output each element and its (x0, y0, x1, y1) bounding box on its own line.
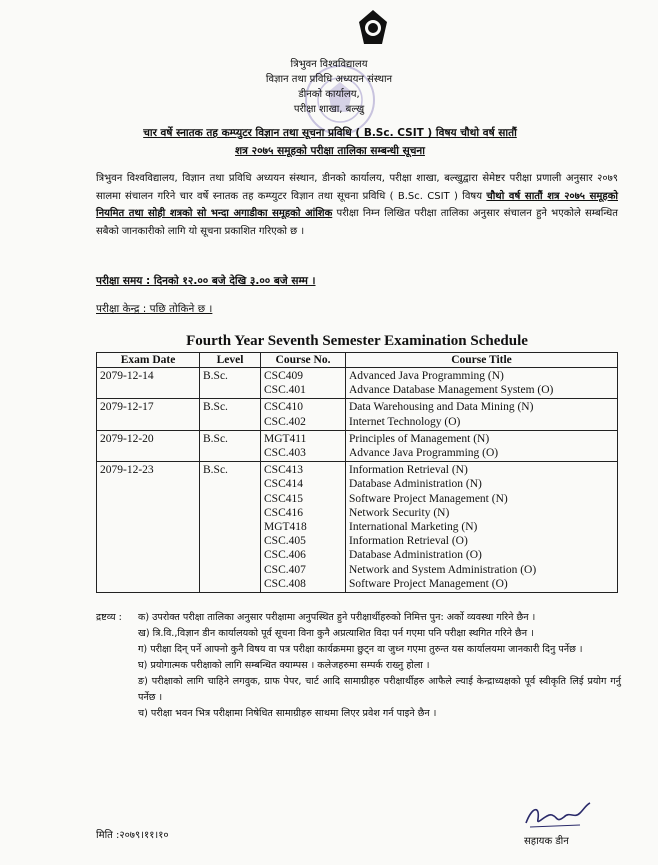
notice-text-start: त्रिभुवन विश्वविद्यालय, विज्ञान तथा प्रविधि अध्ययन संस्थान, डीनको कार्यालय, परीक्षा शाखा, बल्खुद्वारा सेमेष्टर परीक्षा प्रणाली अनुसार २०७९ सालमा संचालन गरिने चार वर्षे स्नातक तह कम्प्युटर विज्ञान तथा सूचना प्रविधि ( B.Sc. CSIT ) विषय (96, 173, 618, 202)
cell-exam-date: 2079-12-23 (97, 462, 200, 593)
course-number: CSC.406 (264, 549, 306, 562)
course-number: CSC.401 (264, 384, 306, 397)
note-item (96, 674, 621, 706)
schedule-title: Fourth Year Seventh Semester Examination Schedule (186, 333, 528, 349)
course-number: CSC409 (264, 370, 303, 382)
note-item (96, 610, 621, 626)
course-number: CSC415 (264, 492, 303, 505)
course-number: CSC410 (264, 401, 303, 414)
header-course-no: Course No. (261, 353, 346, 368)
cell-level: B.Sc. (200, 462, 261, 593)
cell-level: B.Sc. (200, 368, 261, 399)
course-title: Advance Database Management System (O) (349, 384, 554, 397)
notes-section (96, 610, 621, 722)
notes-label: द्रष्टव्य : (96, 612, 122, 623)
course-title: International Marketing (N) (349, 521, 478, 534)
subject-line-2: शत्र २०७५ समूहको परीक्षा तालिका सम्बन्धी सूचना (235, 145, 425, 157)
course-title: Internet Technology (O) (349, 415, 461, 428)
course-title: Software Project Management (N) (349, 492, 508, 505)
note-text: ङ) परीक्षाको लागि चाहिने लगवुक, ग्राफ पेपर, चार्ट आदि सामाग्रीहरु परीक्षार्थीहरु आफैले ल्याई केन्द्राध्यक्षको पूर्व स्वीकृति लिई प्रयोग गर्नु पर्नेछ । (138, 676, 621, 703)
header-university: त्रिभुवन विश्वविद्यालय (290, 59, 368, 70)
course-title: Database Administration (N) (349, 478, 482, 491)
course-number: CSC413 (264, 464, 303, 477)
note-text: घ) प्रयोगात्मक परीक्षाको लागि सम्बन्धित क्याम्पस । कलेजहरुमा सम्पर्क राख्नु होला । (138, 660, 430, 671)
course-number: CSC414 (264, 478, 303, 491)
course-title: Principles of Management (N) (349, 432, 490, 445)
cell-exam-date: 2079-12-14 (97, 368, 200, 399)
header-institute: विज्ञान तथा प्रविधि अध्ययन संस्थान (265, 74, 393, 85)
course-title: Advanced Java Programming (N) (349, 370, 504, 382)
header-office: डीनको कार्यालय, (298, 89, 360, 100)
table-row (97, 462, 618, 593)
course-title: Data Warehousing and Data Mining (N) (349, 401, 534, 414)
cell-course-no (261, 430, 346, 461)
notice-date: मिति :२०७९।११।१० (96, 830, 169, 841)
note-text: ख) त्रि.वि.,विज्ञान डीन कार्यालयको पूर्व सूचना विना कुनै अप्रत्याशित विदा पर्न गएमा पनि परीक्षा स्थगित गरिने छैन । (138, 628, 534, 639)
course-number: MGT411 (264, 432, 307, 445)
course-title: Information Retrieval (O) (349, 535, 468, 548)
course-number: CSC.408 (264, 577, 306, 590)
course-number: MGT418 (264, 521, 307, 534)
course-title: Information Retrieval (N) (349, 464, 468, 477)
university-logo-icon (356, 8, 390, 48)
course-number: CSC.403 (264, 447, 306, 460)
cell-course-title (346, 399, 618, 430)
cell-level: B.Sc. (200, 430, 261, 461)
course-title: Network and System Administration (O) (349, 563, 537, 576)
note-item (96, 626, 621, 642)
cell-course-title (346, 462, 618, 593)
exam-center: परीक्षा केन्द्र : पछि तोकिने छ । (96, 303, 213, 315)
course-number: CSC416 (264, 506, 303, 519)
cell-course-title (346, 430, 618, 461)
signature-icon (520, 797, 600, 831)
course-title: Advance Java Programming (O) (349, 447, 499, 460)
exam-time: परीक्षा समय : दिनको १२.०० बजे देखि ३.०० बजे सम्म । (96, 275, 316, 287)
course-number: CSC.405 (264, 535, 306, 548)
note-text: क) उपरोक्त परीक्षा तालिका अनुसार परीक्षामा अनुपस्थित हुने परीक्षार्थीहरुको निमित्त पुन: अर्को व्यवस्था गरिने छैन । (138, 612, 536, 623)
header-level: Level (200, 353, 261, 368)
notice-paragraph (96, 170, 618, 240)
cell-exam-date: 2079-12-20 (97, 430, 200, 461)
note-item (96, 642, 621, 658)
table-row (97, 430, 618, 461)
cell-course-no (261, 462, 346, 593)
cell-course-no (261, 399, 346, 430)
header-exam-date: Exam Date (97, 353, 200, 368)
note-item (96, 706, 621, 722)
cell-level: B.Sc. (200, 399, 261, 430)
cell-course-title (346, 368, 618, 399)
cell-course-no (261, 368, 346, 399)
course-number: CSC.402 (264, 415, 306, 428)
table-header-row (97, 353, 618, 368)
course-title: Network Security (N) (349, 506, 450, 519)
note-item (96, 658, 621, 674)
designation: सहायक डीन (524, 836, 569, 847)
header-course-title: Course Title (346, 353, 618, 368)
note-text: च) परीक्षा भवन भित्र परीक्षामा निषेधित सामाग्रीहरु साथमा लिएर प्रवेश गर्न पाइने छैन । (138, 708, 437, 719)
course-title: Software Project Management (O) (349, 577, 508, 590)
note-text: ग) परीक्षा दिन् पर्ने आफ्नो कुनै विषय वा पत्र परीक्षा कार्यक्रममा छुट्न वा जुध्न गएमा तुरुन्त यस कार्यालयमा जानकारी दिनु पर्नेछ । (138, 644, 583, 655)
course-title: Database Administration (O) (349, 549, 482, 562)
cell-exam-date: 2079-12-17 (97, 399, 200, 430)
header-section: परीक्षा शाखा, बल्खु (293, 104, 365, 115)
table-row (97, 399, 618, 430)
schedule-table (96, 352, 618, 593)
notice-text-bold: चौथो वर्ष सातौं शत्र २०७५ समूहको नियमित तथा सोही शत्रको सो भन्दा अगाडीका समूहको आंशिक (96, 190, 618, 219)
course-number: CSC.407 (264, 563, 306, 576)
table-row (97, 368, 618, 399)
subject-line-1: चार वर्षे स्नातक तह कम्प्युटर विज्ञान तथा सूचना प्रविधि ( B.Sc. CSIT ) विषय चौथो वर्ष सातौं (143, 127, 517, 139)
notice-text-end: परीक्षा निम्न लिखित परीक्षा तालिका अनुसार संचालन हुने भएकोले सम्बन्धित सबैको जानकारीको लागि यो सूचना प्रकाशित गरिएको छ । (96, 208, 618, 237)
